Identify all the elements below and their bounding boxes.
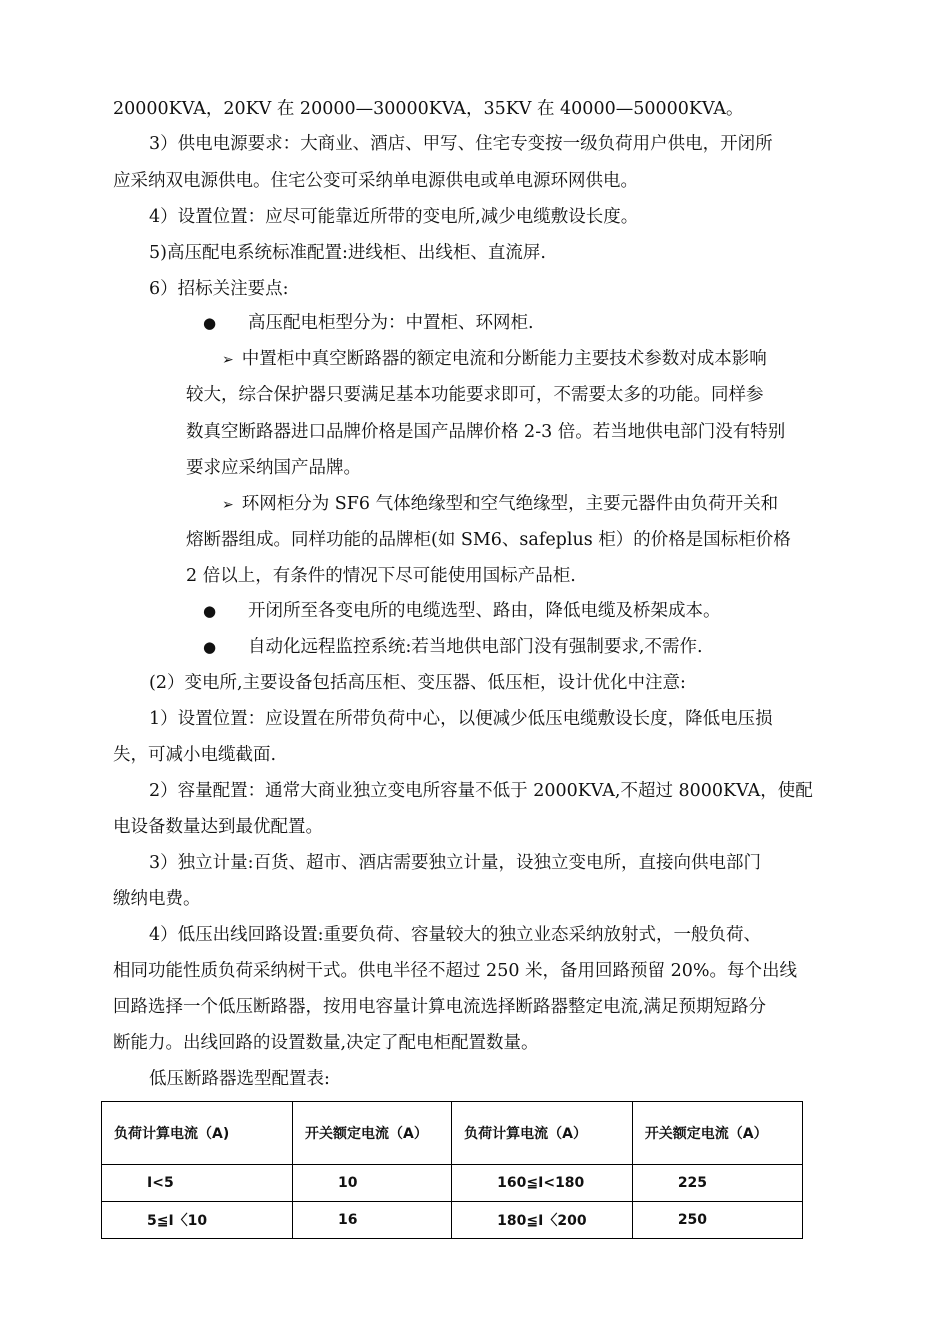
paragraph-line: 相同功能性质负荷采纳树干式。供电半径不超过 250 米，备用回路预留 20%。每个出线: [113, 961, 797, 981]
paragraph-line: 数真空断路器进口品牌价格是国产品牌价格 2-3 倍。若当地供电部门没有特别: [186, 422, 786, 442]
paragraph-line: 断能力。出线回路的设置数量,决定了配电柜配置数量。: [113, 1033, 539, 1053]
table-header-cell: 开关额定电流（A）: [293, 1102, 452, 1165]
paragraph-line: 4）设置位置：应尽可能靠近所带的变电所,减少电缆敷设长度。: [149, 207, 639, 227]
paragraph-line: 较大，综合保护器只要满足基本功能要求即可，不需要太多的功能。同样参: [186, 385, 764, 405]
paragraph-line: 3）独立计量:百货、超市、酒店需要独立计量，设独立变电所，直接向供电部门: [149, 853, 762, 873]
arrow-icon: ➢: [222, 352, 234, 368]
arrow-item-text: 环网柜分为 SF6 气体绝缘型和空气绝缘型，主要元器件由负荷开关和: [241, 494, 779, 514]
bullet-item: 自动化远程监控系统:若当地供电部门没有强制要求,不需作.: [248, 637, 703, 657]
bullet-item: 高压配电柜型分为：中置柜、环网柜.: [248, 313, 534, 333]
paragraph-line: 1）设置位置：应设置在所带负荷中心，以便减少低压电缆敷设长度，降低电压损: [149, 709, 773, 729]
table-cell: 5≦I〈10: [102, 1202, 293, 1239]
bullet-icon: ●: [203, 602, 217, 620]
table-row: [102, 1165, 803, 1202]
bullet-icon: ●: [203, 638, 217, 656]
arrow-item: [0, 346, 950, 373]
table-header-cell: 负荷计算电流（A）: [452, 1102, 633, 1165]
table-row: [102, 1202, 803, 1239]
table-cell: 250: [632, 1202, 802, 1239]
paragraph-line: 20000KVA，20KV 在 20000—30000KVA，35KV 在 40000—50000KVA。: [113, 99, 744, 119]
paragraph-line: 熔断器组成。同样功能的品牌柜(如 SM6、safeplus 柜）的价格是国标柜价格: [186, 530, 791, 550]
table-caption: 低压断路器选型配置表:: [149, 1069, 330, 1089]
bullet-item: 开闭所至各变电所的电缆选型、路由，降低电缆及桥架成本。: [248, 601, 721, 621]
table-cell: 16: [293, 1202, 452, 1239]
paragraph-line: 3）供电电源要求：大商业、酒店、甲写、住宅专变按一级负荷用户供电，开闭所: [149, 134, 773, 154]
table-header-cell: 开关额定电流（A）: [632, 1102, 802, 1165]
paragraph-line: 2 倍以上，有条件的情况下尽可能使用国标产品柜.: [186, 566, 576, 586]
paragraph-line: 应采纳双电源供电。住宅公变可采纳单电源供电或单电源环网供电。: [113, 171, 638, 191]
table-header-cell: 负荷计算电流（A): [102, 1102, 293, 1165]
arrow-item-text: 中置柜中真空断路器的额定电流和分断能力主要技术参数对成本影响: [241, 349, 767, 369]
paragraph-line: 回路选择一个低压断路器，按用电容量计算电流选择断路器整定电流,满足预期短路分: [113, 997, 767, 1017]
paragraph-line: 缴纳电费。: [113, 889, 201, 909]
table-cell: I<5: [102, 1165, 293, 1202]
paragraph-line: 4）低压出线回路设置:重要负荷、容量较大的独立业态采纳放射式，一般负荷、: [149, 925, 762, 945]
table-cell: 225: [632, 1165, 802, 1202]
table-cell: 160≦I<180: [452, 1165, 633, 1202]
bullet-icon: ●: [203, 314, 217, 332]
paragraph-line: 5)高压配电系统标准配置:进线柜、出线柜、直流屏.: [149, 243, 546, 263]
table-header-row: [102, 1102, 803, 1165]
arrow-item: [0, 491, 950, 518]
paragraph-line: 6）招标关注要点:: [149, 279, 289, 299]
breaker-selection-table: [101, 1101, 803, 1239]
paragraph-line: 要求应采纳国产品牌。: [186, 458, 361, 478]
paragraph-line: 电设备数量达到最优配置。: [113, 817, 323, 837]
paragraph-line: 2）容量配置：通常大商业独立变电所容量不低于 2000KVA,不超过 8000KVA，使配: [149, 781, 813, 801]
table-cell: 180≦I〈200: [452, 1202, 633, 1239]
table-cell: 10: [293, 1165, 452, 1202]
arrow-icon: ➢: [222, 497, 234, 513]
paragraph-line: (2）变电所,主要设备包括高压柜、变压器、低压柜，设计优化中注意:: [149, 673, 686, 693]
paragraph-line: 失，可减小电缆截面.: [113, 745, 277, 765]
